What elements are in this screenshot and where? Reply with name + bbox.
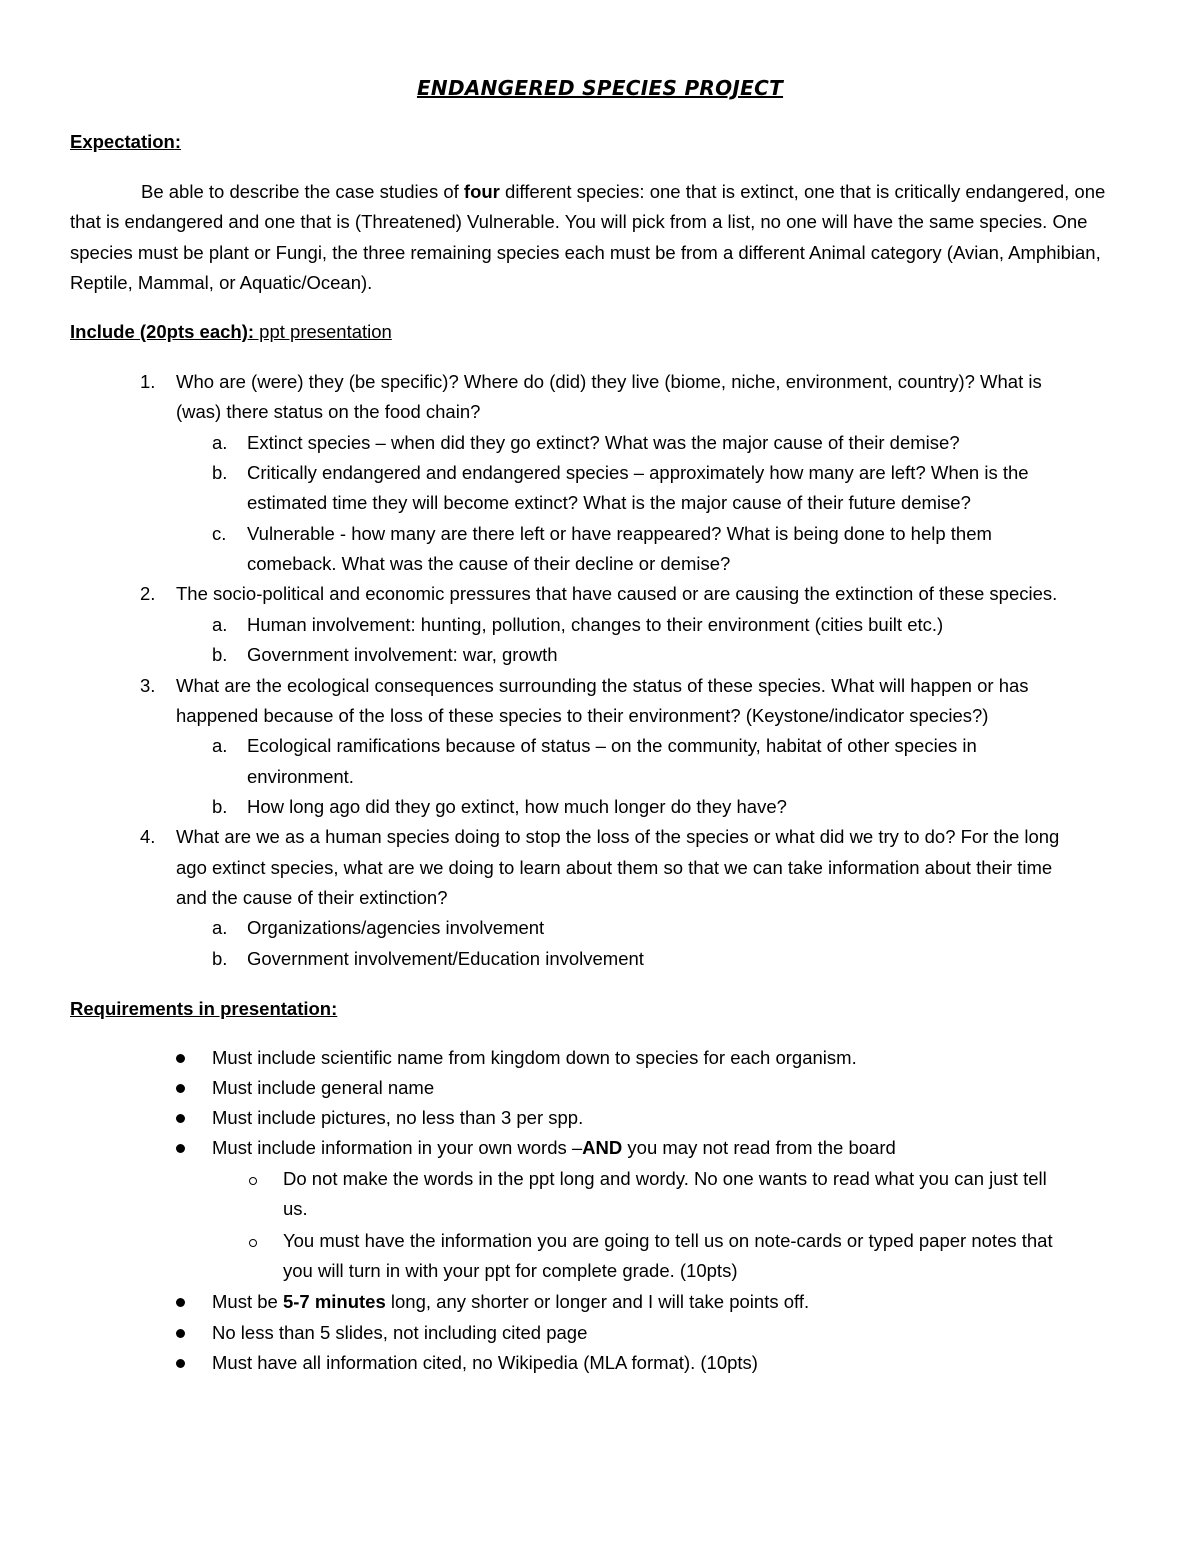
requirement-subitem: Do not make the words in the ppt long and wordy. No one wants to read what you can just tell [283,1168,1047,1189]
sub-list-letter: b. [212,947,228,969]
sub-list-letter: a. [212,735,228,757]
requirement-item: No less than 5 slides, not including cited page [212,1322,588,1343]
requirement-subitem-continued: us. [283,1198,308,1219]
sub-list-letter: a. [212,431,228,453]
include-heading [70,317,392,347]
requirement-text: you may not read from the board [622,1137,896,1158]
requirement-bold-minutes: 5-7 minutes [282,1291,386,1312]
circle-bullet-icon [248,1226,260,1256]
list-item-text: and the cause of their extinction? [176,886,448,908]
sub-list-item-text: Vulnerable - how many are there left or have reappeared? What is being done to help them [247,522,992,544]
include-heading-text: Include (20pts each) [70,321,248,342]
list-item-text: (was) there status on the food chain? [176,401,481,423]
bullet-icon [176,1043,188,1073]
list-number: 3. [140,674,156,696]
sub-list-item-text: How long ago did they go extinct, how much longer do they have? [247,795,787,817]
sub-list-item-text: Organizations/agencies involvement [247,917,545,939]
expectation-text-1: Be able to describe the case studies of [141,181,464,202]
requirement-item: Must include scientific name from kingdom down to species for each organism. [212,1047,857,1068]
sub-list-item-text: Human involvement: hunting, pollution, changes to their environment (cities built etc.) [247,613,944,635]
list-number: 1. [140,371,156,392]
sub-list-item-text: Government involvement: war, growth [247,644,558,666]
requirement-text: Must include information in your own words – [212,1137,583,1158]
list-number: 2. [140,583,156,605]
sub-list-item-text: comeback. What was the cause of their decline or demise? [247,553,731,575]
sub-list-item-text: environment. [247,765,354,787]
sub-list-item-text: Extinct species – when did they go extinct? What was the major cause of their demise? [247,431,960,453]
sub-list-letter: b. [212,644,228,666]
document-title: ENDANGERED SPECIES PROJECT [416,76,784,100]
requirement-item: Must have all information cited, no Wikipedia (MLA format). (10pts) [212,1352,758,1373]
requirement-item: Must include pictures, no less than 3 per spp. [212,1107,584,1128]
requirement-text: long, any shorter or longer and I will take points off. [385,1291,810,1312]
bullet-icon [176,1348,188,1378]
include-colon: : [247,321,255,342]
sub-list-item-text: Critically endangered and endangered species – approximately how many are left? When is the [247,462,1029,484]
requirements-heading: Requirements in presentation: [70,998,338,1019]
requirement-item: Must include general name [212,1077,435,1098]
bullet-icon [176,1318,188,1348]
list-item-text: What are the ecological consequences surrounding the status of these species. What will happen or has [176,674,1029,696]
expectation-bold-four: four [463,181,500,202]
sub-list-item-text: Ecological ramifications because of status – on the community, habitat of other species in [247,735,977,757]
requirement-subitem: You must have the information you are going to tell us on note-cards or typed paper notes that [283,1230,1053,1251]
expectation-colon: : [174,131,182,152]
sub-list-letter: c. [212,522,227,544]
bullet-icon [176,1103,188,1133]
sub-list-letter: a. [212,917,228,939]
list-item-text: Who are (were) they (be specific)? Where do (did) they live (biome, niche, environment, country)? What is [176,371,1042,392]
requirement-text: Must be [212,1291,283,1312]
requirement-item [212,1133,896,1163]
list-item-text: The socio-political and economic pressures that have caused or are causing the extinction of these species. [176,583,1058,605]
sub-list-item-text: estimated time they will become extinct? What is the major cause of their future demise? [247,492,971,514]
list-item-text: What are we as a human species doing to stop the loss of the species or what did we try to do? For the long [176,826,1060,848]
bullet-icon [176,1073,188,1103]
sub-list-letter: b. [212,795,228,817]
expectation-text-2: different species: one that is extinct, one that is critically endangered, one that is endangered and one that is (Threatened) Vulnerable. You will pick from a list, no one will have the same species. One species must be plant or Fungi, the three remaining species each must be from a different Animal category (Avian, Amphibian, Reptile, Mammal, or Aquatic/Ocean). [70,181,1106,293]
list-item-text: ago extinct species, what are we doing to learn about them so that we can take information about their time [176,856,1053,878]
expectation-heading [70,127,181,157]
sub-list-letter: a. [212,613,228,635]
requirement-item [212,1287,809,1317]
expectation-heading-text: Expectation [70,131,175,152]
list-item-text: happened because of the loss of these species to their environment? (Keystone/indicator species?) [176,704,989,726]
bullet-icon [176,1133,188,1163]
sub-list-item-text: Government involvement/Education involvement [247,947,644,969]
circle-bullet-icon [248,1164,260,1194]
include-heading-tail: ppt presentation [254,321,392,342]
sub-list-letter: b. [212,462,228,484]
expectation-paragraph [70,177,1130,298]
bullet-icon [176,1287,188,1317]
list-number: 4. [140,826,156,848]
requirement-subitem-continued: you will turn in with your ppt for complete grade. (10pts) [283,1260,738,1281]
requirement-bold-and: AND [582,1137,623,1158]
